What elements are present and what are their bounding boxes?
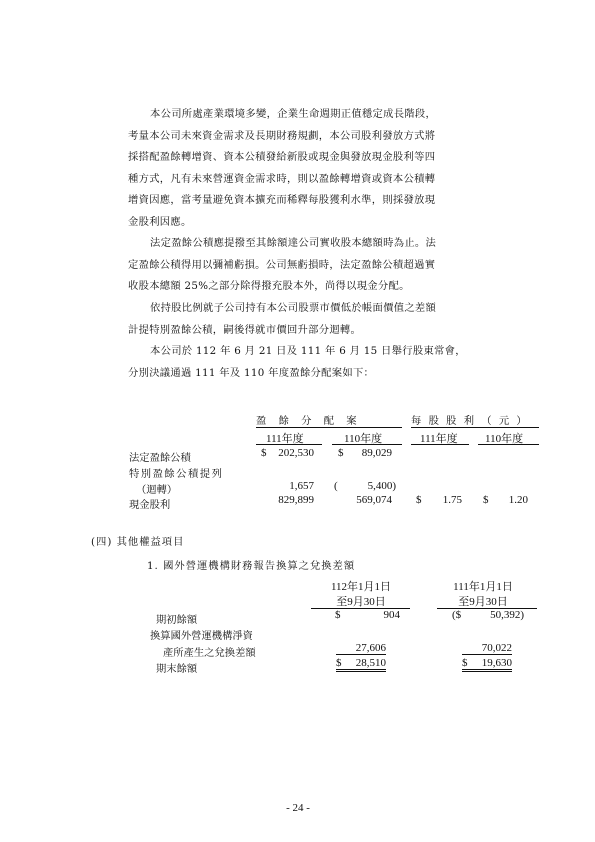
currency-symbol: $ [483,494,489,506]
column-header: 110年度 [344,433,383,445]
text-line: 依持股比例就子公司持有本公司股票市價低於帳面價值之差額 [150,302,437,314]
table-cell: 89,029 [361,447,392,459]
row-label: 期初餘額 [156,614,198,626]
row-label: 法定盈餘公積 [129,452,191,464]
text-line: 採搭配盈餘轉增資、資本公積發給新股或現金與發放現金股利等四 [128,151,436,163]
column-header: 110年度 [485,433,524,445]
paragraph-shareholder-meeting [128,341,536,384]
text-line: 金股利因應。 [128,215,192,228]
table-cell-value: 28,510 [355,657,386,669]
text-line: 定盈餘公積得用以彌補虧損。公司無虧損時，法定盈餘公積超過實 [128,258,436,271]
currency-symbol: $ [462,657,468,669]
text-line: 分別決議通過 111 年及 110 年度盈餘分配案如下： [128,366,375,379]
text-line: 考量本公司未來資金需求及長期財務規劃，本公司股利發放方式將 [128,129,436,142]
column-header: 111年度 [420,433,458,445]
text-line: 增資因應，當考量避免資本擴充而稀釋每股獲利水準，則採發放現 [128,194,436,206]
table-cell: 569,074 [356,494,392,506]
row-label: 產所產生之兌換差額 [163,647,256,659]
text-line: 種方式，凡有未來營運資金需求時，則以盈餘轉增資或資本公積轉 [128,172,436,185]
text-line: 本公司於 112 年 6 月 21 日及 111 年 6 月 15 日舉行股東常會， [150,345,466,357]
row-label: 現金股利 [129,499,171,511]
group-header-distribution: 盈 餘 分 配 案 [256,415,362,427]
subsection-heading: 1. 國外營運機構財務報告換算之兌換差額 [147,560,356,572]
table-cell: 70,022 [462,642,512,655]
text-line: 計提特別盈餘公積，嗣後得就市價回升部分迴轉。 [128,323,362,336]
table-cell: 50,392) [490,609,524,621]
currency-symbol: $ [336,657,342,669]
currency-symbol: $ [261,447,267,459]
column-header: 至9月30日 [458,596,508,608]
text-line: 收股本總額 25%之部分除得撥充股本外，尚得以現金分配。 [128,280,410,292]
text-line: 本公司所處產業環境多變，企業生命週期正值穩定成長階段， [150,108,437,120]
table-cell: 5,400) [367,480,396,492]
row-label: 特別盈餘公積提列 [129,468,224,480]
table-cell: 904 [383,609,400,621]
column-header: 111年1月1日 [453,581,513,593]
table-cell: 27,606 [336,642,386,655]
paragraph-special-reserve [128,298,536,341]
paragraph-dividend-policy [128,104,536,233]
group-header-dividend-per-share: 每 股 股 利 （ 元 ） [411,415,529,427]
column-header: 111年度 [266,433,304,445]
section-heading: (四) 其他權益項目 [91,536,185,548]
column-header: 至9月30日 [336,596,386,608]
table-cell-value: 19,630 [481,657,512,669]
table-cell: 1.75 [442,494,462,506]
parenthesis: ( [334,480,338,492]
currency-symbol: $ [338,447,344,459]
total-cell [462,657,512,672]
total-cell [336,657,386,672]
row-label: （迴轉） [136,484,178,496]
paragraph-legal-reserve [128,233,536,298]
text-line: 法定盈餘公積應提撥至其餘額達公司實收股本總額時為止。法 [150,237,437,249]
currency-symbol: ($ [452,609,462,621]
table-cell: 1.20 [508,494,528,506]
table-cell: 202,530 [278,447,314,459]
row-label: 換算國外營運機構淨資 [150,630,253,642]
currency-symbol: $ [335,609,341,621]
currency-symbol: $ [416,494,422,506]
page-number: - 24 - [286,802,310,814]
table-cell: 829,899 [278,494,314,506]
table-cell: 1,657 [289,480,314,492]
column-header: 112年1月1日 [330,581,392,593]
row-label: 期末餘額 [156,663,198,675]
